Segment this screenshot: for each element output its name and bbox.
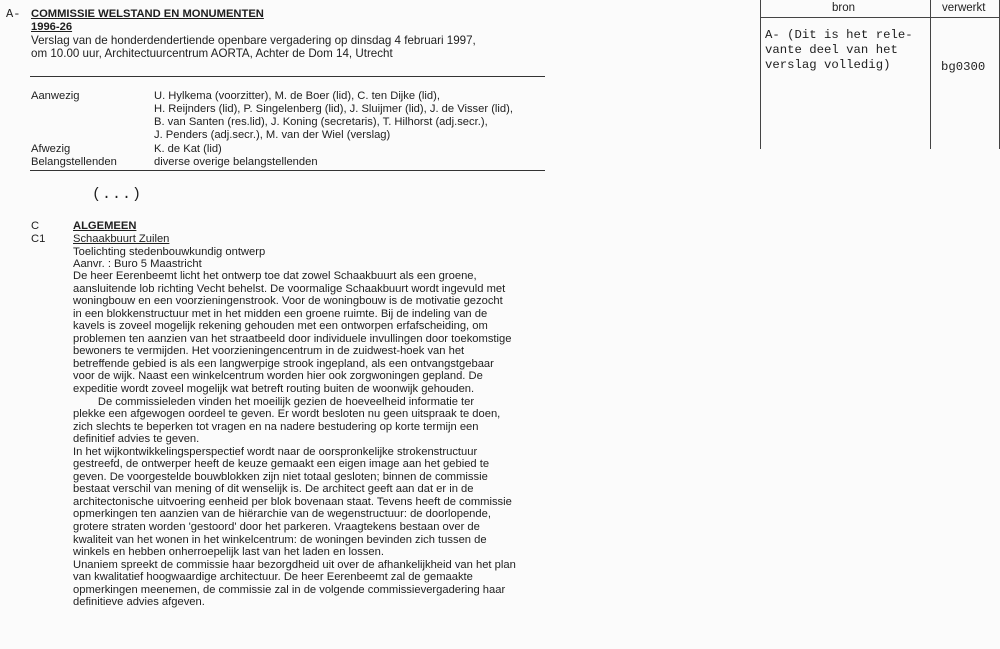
item-title: Schaakbuurt Zuilen [73,233,170,245]
margin-marker: A- [6,7,21,21]
header-divider [30,76,545,77]
source-note-line: vante deel van het [765,43,898,57]
body-line: in een blokkenstructuur met in het midden een groene ruimte. Bij de indeling van de [73,307,488,320]
item-code: C1 [31,233,46,245]
body-line: De heer Eerenbeemt licht het ontwerp toe dat zowel Schaakbuurt als een groene, [73,270,477,282]
body-line: De commissieleden vinden het moeilijk gezien de hoeveelheid informatie ter [73,395,475,408]
present-line: B. van Santen (res.lid), J. Koning (secretaris), T. Hilhorst (adj.secr.), [154,116,488,128]
processed-code: bg0300 [941,60,986,74]
body-line: Unaniem spreekt de commissie haar bezorgdheid uit over de afhankelijkheid van het plan [73,558,516,571]
present-label: Aanwezig [31,90,80,102]
commission-title: COMMISSIE WELSTAND EN MONUMENTEN [31,8,264,20]
ellipsis-marker: (...) [92,186,143,203]
section-code: C [31,220,40,232]
present-line: U. Hylkema (voorzitter), M. de Boer (lid), C. ten Dijke (lid), [154,90,440,102]
stakeholders-label: Belangstellenden [31,156,117,168]
body-line: geven. De voorgestelde bouwblokken zijn niet totaal gesloten; binnen de commissie [73,470,488,483]
body-line: kwaliteit van het wonen in het winkelcentrum: de woningen bevinden zich tussen de [73,533,487,546]
col-header-processed: verwerkt [942,2,986,14]
item-applicant: Aanvr. : Buro 5 Maastricht [73,258,202,270]
present-line: H. Reijnders (lid), P. Singelenberg (lid), J. Sluijmer (lid), J. de Visser (lid), [154,103,513,115]
body-line: gestreefd, de ontwerper heeft de keuze gemaakt een eigen image aan het gebied te [73,458,490,471]
attendance-divider [30,170,545,171]
body-line: architectonische uitvoering eenheid per blok bovenaan staat. Tevens heeft de commissie [73,495,512,508]
item-subtitle: Toelichting stedenbouwkundig ontwerp [73,246,266,258]
body-line: opmerkingen meenemen, de commissie zal in de volgende commissievergadering haar [73,583,506,596]
report-line-1: Verslag van de honderdendertiende openbare vergadering op dinsdag 4 februari 1997, [31,34,476,47]
body-line: grotere straten worden 'gestoord' door het parkeren. Vraagtekens bestaan over de [73,521,480,533]
session-number: 1996-26 [31,21,73,33]
side-table [760,0,1000,149]
body-line: zich slechts te beperken tot vragen en na nadere bestudering op korte termijn een [73,420,479,433]
body-line: In het wijkontwikkelingsperspectief wordt naar de oorspronkelijke strokenstructuur [73,445,478,458]
source-note-line: verslag volledig) [765,58,891,72]
body-line: van kwalitatief hoogwaardige architectuur. De heer Eerenbeemt zal de gemaakte [73,571,473,584]
report-line-2: om 10.00 uur, Architectuurcentrum AORTA, Achter de Dom 14, Utrecht [31,47,393,60]
stakeholders-value: diverse overige belangstellenden [154,156,318,168]
body-line: opmerkingen ten aanzien van de hiërarchie van de wegenstructuur: de doorlopende, [73,508,491,521]
body-line: winkels en hebben onherroepelijk last van het laden en lossen. [73,546,384,559]
body-line: betreffende gebied is als een langwerpige strook ingepland, als een ontvangstgebaar [73,357,494,370]
body-line: definitieve advies afgeven. [73,596,205,609]
table-border [760,17,1000,18]
body-line: kavels is zoveel mogelijk rekening gehouden met een ontworpen erfafscheiding, om [73,320,488,333]
absent-label: Afwezig [31,143,71,155]
body-line: expeditie wordt zoveel mogelijk wat betreft routing buiten de woonwijk gehouden. [73,382,475,395]
body-line: bestaat verschil van mening of dit wenselijk is. De architect geeft aan dat er in de [73,483,474,496]
body-line: aansluitende lob richting Vecht behelst. De voormalige Schaakbuurt wordt ingevuld met [73,282,506,295]
body-line: voor de wijk. Naast een winkelcentrum worden hier ook zorgwoningen gepland. De [73,370,483,383]
table-border [930,0,931,149]
body-line: woningbouw en een voorzieningenstrook. Voor de woningbouw is de motivatie gezocht [73,295,503,308]
body-line: plekke een afgewogen oordeel te geven. Er wordt besloten nu geen uitspraak te doen, [73,408,501,421]
absent-value: K. de Kat (lid) [154,143,222,155]
col-header-source: bron [832,2,856,14]
section-title: ALGEMEEN [73,220,137,232]
body-line: definitief advies te geven. [73,433,200,446]
source-note-line: A- (Dit is het rele- [765,28,913,42]
body-line: problemen ten aanzien van het straatbeeld door individuele invullingen door toekomstige [73,332,512,345]
present-line: J. Penders (adj.secr.), M. van der Wiel (verslag) [154,129,391,141]
body-line: bewoners te vermijden. Het voorzieningencentrum in de zuidwest-hoek van het [73,345,465,358]
table-border [760,0,761,149]
